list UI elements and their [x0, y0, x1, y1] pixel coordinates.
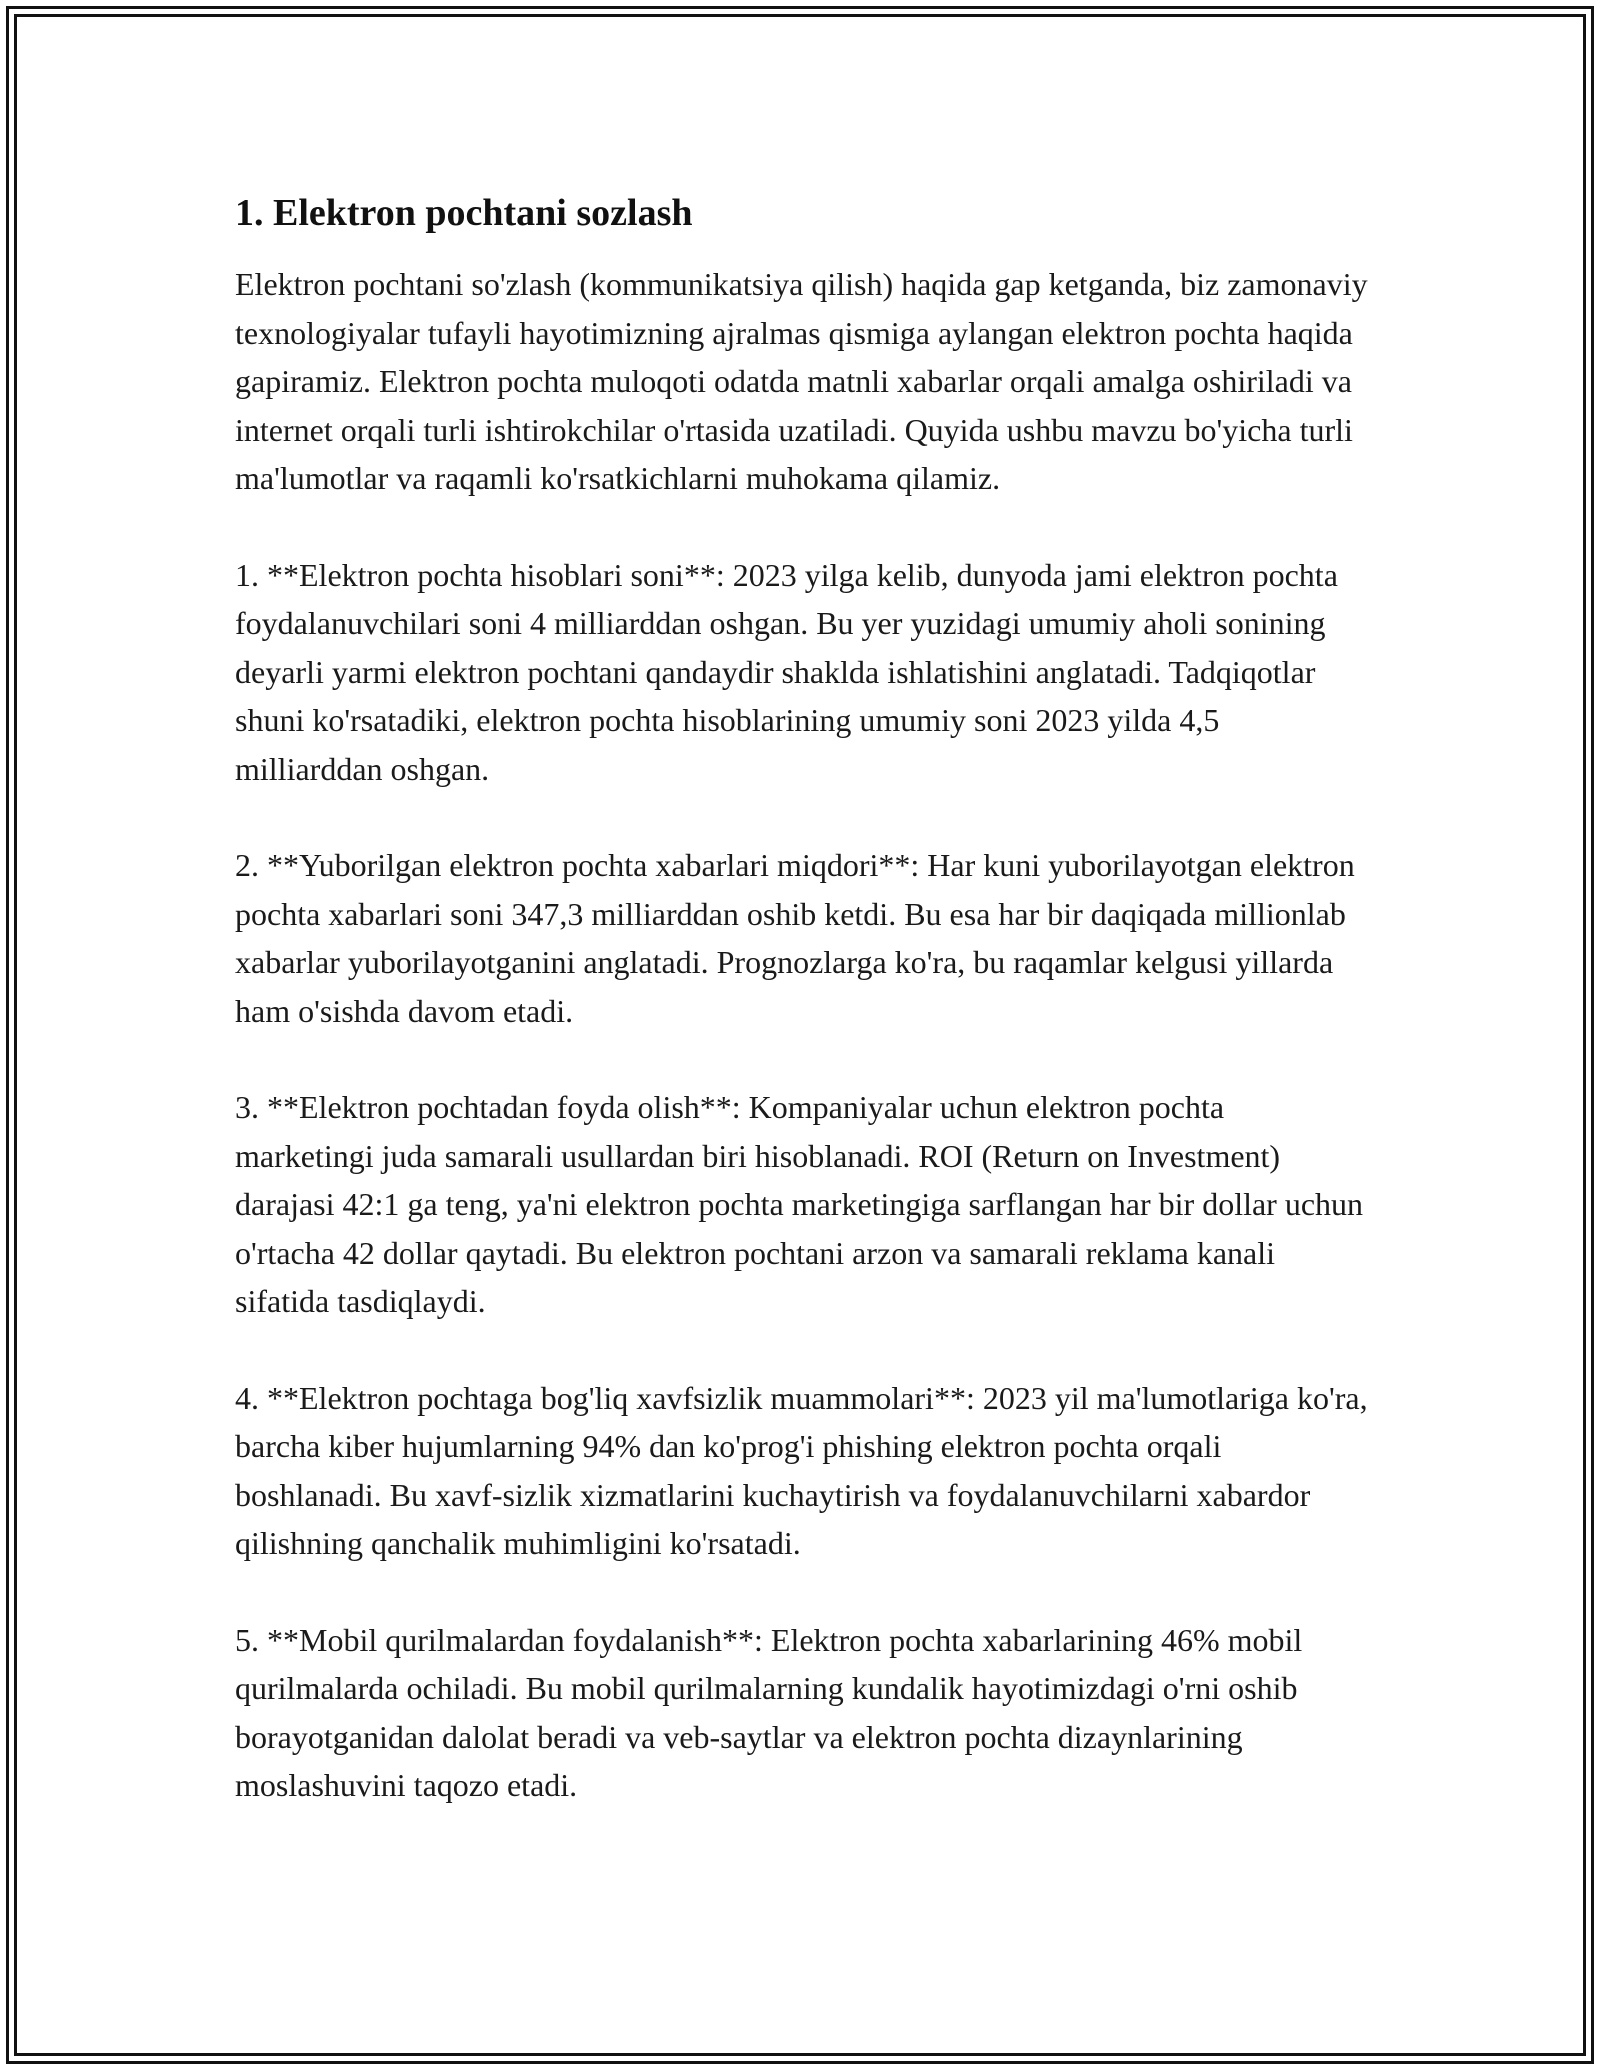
paragraph-mobile-usage: 5. **Mobil qurilmalardan foydalanish**: Elektron pochta xabarlarining 46% mobil qurilmalarda ochiladi. Bu mobil qurilmalarning kundalik hayotimizdagi o'rni oshib borayotganidan dalolat beradi va veb-saytlar va elektron pochta dizaynlarining moslashuvini taqozo etadi. — [235, 1621, 1303, 1803]
paragraph-email-security: 4. **Elektron pochtaga bog'liq xavfsizlik muammolari**: 2023 yil ma'lumotlariga ko'ra, barcha kiber hujumlarning 94% dan ko'prog'i phishing elektron pochta orqali boshlanadi. Bu xavf-sizlik xizmatlarini kuchaytirish va foydalanuvchilarni xabardor qilishning qanchalik muhimligini ko'rsatadi. — [235, 1379, 1368, 1561]
section-heading: 1. Elektron pochtani sozlash — [235, 192, 693, 234]
paragraph-email-accounts: 1. **Elektron pochta hisoblari soni**: 2023 yilga kelib, dunyoda jami elektron pochta foydalanuvchilari soni 4 milliarddan oshgan. Bu yer yuzidagi umumiy aholi sonining deyarli yarmi elektron pochtani qandaydir shaklda ishlatishini anglatadi. Tadqiqotlar shuni ko'rsatadiki, elektron pochta hisoblarining umumiy soni 2023 yilda 4,5 milliarddan oshgan. — [235, 556, 1338, 787]
document-body — [235, 188, 1370, 1858]
paragraph-email-roi: 3. **Elektron pochtadan foyda olish**: Kompaniyalar uchun elektron pochta marketingi juda samarali usullardan biri hisoblanadi. ROI (Return on Investment) darajasi 42:1 ga teng, ya'ni elektron pochta marketingiga sarflangan har bir dollar uchun o'rtacha 42 dollar qaytadi. Bu elektron pochtani arzon va samarali reklama kanali sifatida tasdiqlaydi. — [235, 1089, 1364, 1319]
paragraph-sent-emails: 2. **Yuborilgan elektron pochta xabarlari miqdori**: Har kuni yuborilayotgan elektron pochta xabarlari soni 347,3 milliarddan oshib ketdi. Bu esa har bir daqiqada millionlab xabarlar yuborilayotganini anglatadi. Prognozlarga ko'ra, bu raqamlar kelgusi yillarda ham o'sishda davom etadi. — [235, 847, 1355, 1029]
intro-paragraph: Elektron pochtani so'zlash (kommunikatsiya qilish) haqida gap ketganda, biz zamonaviy texnologiyalar tufayli hayotimizning ajralmas qismiga aylangan elektron pochta haqida gapiramiz. Elektron pochta muloqoti odatda matnli xabarlar orqali amalga oshiriladi va internet orqali turli ishtirokchilar o'rtasida uzatiladi. Quyida ushbu mavzu bo'yicha turli ma'lumotlar va raqamli ko'rsatkichlarni muhokama qilamiz. — [235, 266, 1368, 496]
